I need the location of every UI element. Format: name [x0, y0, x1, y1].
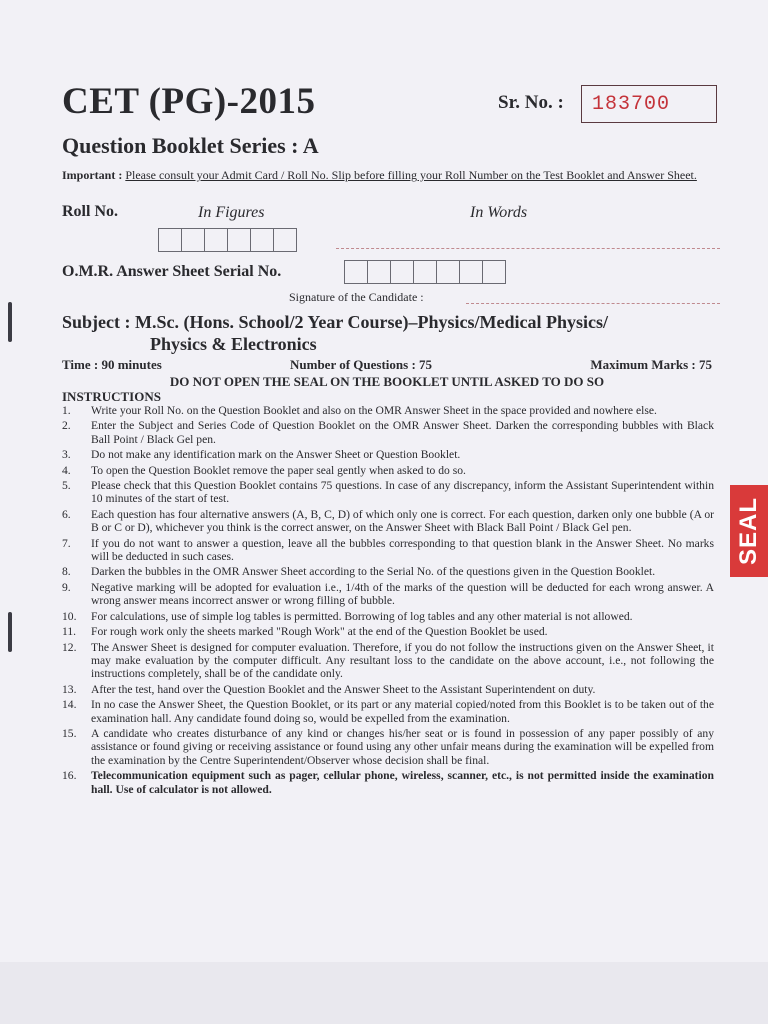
- instruction-number: 9.: [62, 580, 71, 594]
- instruction-item: [62, 625, 714, 638]
- exam-title: CET (PG)-2015: [62, 81, 316, 122]
- digit-box[interactable]: [367, 260, 391, 284]
- instruction-number: 5.: [62, 479, 71, 493]
- instruction-item: [62, 641, 714, 681]
- instruction-item: [62, 698, 714, 725]
- instruction-text: Do not make any identification mark on the Answer Sheet or Question Booklet.: [91, 448, 461, 462]
- important-note: [62, 167, 722, 183]
- maximum-marks: Maximum Marks : 75: [590, 357, 712, 372]
- background-below-page: [0, 962, 768, 1024]
- instruction-item: [62, 727, 714, 767]
- instruction-number: 16.: [62, 769, 77, 783]
- instruction-item: [62, 565, 714, 578]
- instruction-item: [62, 419, 714, 446]
- instruction-item: [62, 508, 714, 535]
- instructions-list: [62, 404, 714, 798]
- exam-meta: [62, 357, 712, 373]
- subject-line-2: Physics & Electronics: [150, 334, 317, 354]
- instruction-number: 4.: [62, 463, 71, 477]
- roll-number-label: Roll No.: [62, 203, 118, 220]
- instruction-text: Write your Roll No. on the Question Booklet and also on the OMR Answer Sheet in the space provided and nowhere else.: [91, 404, 657, 417]
- in-words-label: In Words: [470, 204, 528, 221]
- instruction-text: Telecommunication equipment such as pager, cellular phone, wireless, scanner, etc., is not permitted inside the examination hall. Use of calculator is not allowed.: [91, 769, 714, 796]
- binding-mark: [8, 612, 12, 652]
- instruction-item: [62, 537, 714, 564]
- digit-box[interactable]: [436, 260, 460, 284]
- instruction-item: [62, 448, 714, 461]
- in-figures-label: In Figures: [198, 204, 265, 221]
- instruction-number: 14.: [62, 698, 77, 712]
- instruction-item: [62, 464, 714, 477]
- digit-box[interactable]: [158, 228, 182, 252]
- instruction-number: 7.: [62, 536, 71, 550]
- instruction-number: 15.: [62, 726, 77, 740]
- seal-label: SEAL: [735, 496, 763, 566]
- booklet-series: Question Booklet Series : A: [62, 133, 319, 158]
- instruction-text: If you do not want to answer a question, leave all the bubbles corresponding to that question blank in the Answer Sheet. No marks will be deducted in such cases.: [91, 536, 714, 564]
- instruction-number: 1.: [62, 404, 71, 417]
- digit-box[interactable]: [227, 228, 251, 252]
- instruction-text: Enter the Subject and Series Code of Question Booklet on the OMR Answer Sheet. Darken the corresponding bubbles with Black Ball Point / Black Gel pen.: [91, 419, 714, 446]
- number-of-questions: Number of Questions : 75: [290, 357, 433, 372]
- subject-line-1: Subject : M.Sc. (Hons. School/2 Year Course)–Physics/Medical Physics/: [62, 312, 608, 332]
- instruction-number: 11.: [62, 625, 77, 639]
- instruction-item: [62, 610, 714, 623]
- serial-number-value: 183700: [581, 85, 717, 123]
- subject-heading: [62, 311, 682, 355]
- instruction-text: Each question has four alternative answers (A, B, C, D) of which only one is correct. For each question, darken only one bubble (A or B or C or D), whichever you think is the correct answer, on the Answer Sheet with Black Ball Point / Black Gel pen.: [91, 507, 714, 535]
- instruction-text: A candidate who creates disturbance of any kind or changes his/her seat or is found in possession of any paper possibly of any assistance or found giving or receiving assistance or found using any other unfair means during the examination will be expelled from the examination by the Centre Superintendent/Observer whose decision shall be final.: [91, 726, 714, 767]
- instruction-text: Darken the bubbles in the OMR Answer Sheet according to the Serial No. of the questions given in the Question Booklet.: [91, 565, 656, 579]
- seal-warning: DO NOT OPEN THE SEAL ON THE BOOKLET UNTIL ASKED TO DO SO: [169, 374, 605, 389]
- digit-box[interactable]: [273, 228, 297, 252]
- instruction-text: To open the Question Booklet remove the paper seal gently when asked to do so.: [91, 463, 466, 477]
- roll-number-figure-boxes[interactable]: [158, 228, 296, 252]
- digit-box[interactable]: [413, 260, 437, 284]
- instruction-number: 10.: [62, 609, 77, 623]
- roll-number-words-line[interactable]: [336, 248, 720, 249]
- instruction-text: After the test, hand over the Question Booklet and the Answer Sheet to the Assistant Superintendent on duty.: [91, 682, 596, 696]
- signature-label: Signature of the Candidate :: [289, 290, 424, 304]
- instruction-number: 12.: [62, 640, 77, 654]
- omr-serial-label: O.M.R. Answer Sheet Serial No.: [62, 263, 282, 280]
- time-limit: Time : 90 minutes: [62, 357, 162, 372]
- digit-box[interactable]: [181, 228, 205, 252]
- omr-serial-boxes[interactable]: [344, 260, 505, 284]
- instruction-text: In no case the Answer Sheet, the Question Booklet, or its part or any material copied/noted from this Booklet is to be taken out of the examination hall. Any candidate found doing so, would be expelled from the examination.: [91, 698, 714, 725]
- digit-box[interactable]: [459, 260, 483, 284]
- instruction-number: 8.: [62, 565, 71, 579]
- instruction-item: [62, 581, 714, 608]
- instruction-text: For rough work only the sheets marked "Rough Work" at the end of the Question Booklet be used.: [91, 625, 548, 639]
- digit-box[interactable]: [390, 260, 414, 284]
- instruction-number: 2.: [62, 419, 71, 433]
- instruction-text: Please check that this Question Booklet contains 75 questions. In case of any discrepancy, inform the Assistant Superintendent within 10 minutes of the start of test.: [91, 479, 714, 506]
- digit-box[interactable]: [250, 228, 274, 252]
- binding-mark: [8, 302, 12, 342]
- instructions-heading: INSTRUCTIONS: [62, 389, 161, 404]
- digit-box[interactable]: [344, 260, 368, 284]
- seal-tab[interactable]: [730, 485, 768, 577]
- instruction-number: 13.: [62, 682, 77, 696]
- instruction-text: For calculations, use of simple log tables is permitted. Borrowing of log tables and any other material is not allowed.: [91, 609, 633, 623]
- instruction-number: 6.: [62, 507, 71, 521]
- important-label: Important :: [62, 168, 123, 182]
- digit-box[interactable]: [482, 260, 506, 284]
- instruction-item: [62, 769, 714, 796]
- serial-number-label: Sr. No. :: [498, 92, 564, 113]
- instruction-item: [62, 683, 714, 696]
- instruction-item: [62, 479, 714, 506]
- important-text: Please consult your Admit Card / Roll No. Slip before filling your Roll Number on the Test Booklet and Answer Sheet.: [125, 168, 697, 182]
- instruction-number: 3.: [62, 448, 71, 462]
- instruction-text: The Answer Sheet is designed for computer evaluation. Therefore, if you do not follow the instructions given on the Answer Sheet, it may make evaluation by the computer difficult. Any resultant loss to the candidate on the above account, i.e., not following the instructions completely, shall be of the candidate only.: [91, 640, 714, 681]
- signature-line[interactable]: [466, 303, 720, 304]
- instruction-text: Negative marking will be adopted for evaluation i.e., 1/4th of the marks of the question will be deducted for each wrong answer. A wrong answer means incorrect answer or wrong filling of bubble.: [91, 580, 714, 608]
- digit-box[interactable]: [204, 228, 228, 252]
- instruction-item: [62, 404, 714, 417]
